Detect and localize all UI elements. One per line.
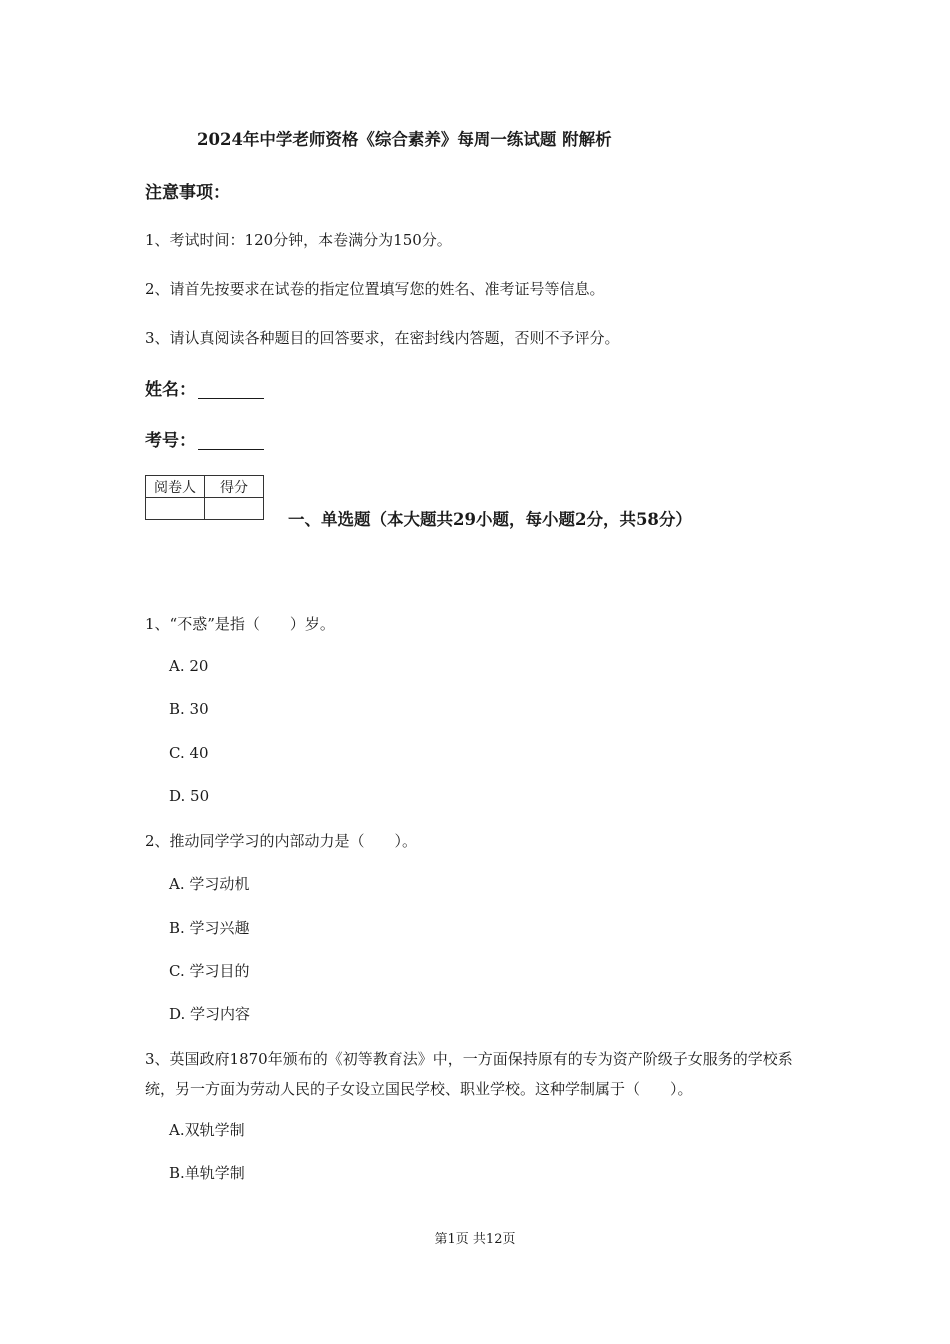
- question-option: C. 学习目的: [169, 962, 250, 980]
- score-table-cell-score: [205, 498, 264, 520]
- name-blank-line[interactable]: [198, 380, 264, 399]
- question-option: A. 学习动机: [169, 875, 250, 893]
- notice-item: 3、请认真阅读各种题目的回答要求，在密封线内答题，否则不予评分。: [145, 329, 620, 347]
- exam-number-field: [145, 426, 264, 451]
- score-table: [145, 475, 264, 520]
- question-stem: 1、“不惑”是指（ ）岁。: [145, 615, 335, 633]
- question-stem: 3、英国政府1870年颁布的《初等教育法》中，一方面保持原有的专为资产阶级子女服务的学校系统，另一方面为劳动人民的子女设立国民学校、职业学校。这种学制属于（ ）。: [145, 1050, 793, 1098]
- score-table-header-score: 得分: [205, 476, 264, 498]
- section-title: 一、单选题（本大题共29小题，每小题2分，共58分）: [288, 510, 692, 529]
- question-option: B. 学习兴趣: [169, 919, 250, 937]
- question-option: A.双轨学制: [169, 1121, 245, 1139]
- notice-heading: 注意事项：: [145, 183, 230, 203]
- page-footer: 第1页 共12页: [434, 1232, 516, 1247]
- notice-item: 2、请首先按要求在试卷的指定位置填写您的姓名、准考证号等信息。: [145, 280, 605, 298]
- name-field: [145, 375, 264, 400]
- notice-item: 1、考试时间：120分钟，本卷满分为150分。: [145, 231, 452, 249]
- question-option: D. 学习内容: [169, 1005, 251, 1023]
- question-option: C. 40: [169, 744, 209, 762]
- score-table-cell-grader: [146, 498, 205, 520]
- question-option: D. 50: [169, 787, 210, 805]
- exam-number-blank-line[interactable]: [198, 431, 264, 450]
- name-label: 姓名：: [145, 380, 196, 400]
- document-title: 2024年中学老师资格《综合素养》每周一练试题 附解析: [197, 130, 612, 149]
- exam-number-label: 考号：: [145, 431, 196, 451]
- question-option: B.单轨学制: [169, 1164, 245, 1182]
- question-stem: 2、推动同学学习的内部动力是（ ）。: [145, 832, 418, 850]
- question-option: B. 30: [169, 700, 209, 718]
- score-table-header-grader: 阅卷人: [146, 476, 205, 498]
- question-option: A. 20: [169, 657, 209, 675]
